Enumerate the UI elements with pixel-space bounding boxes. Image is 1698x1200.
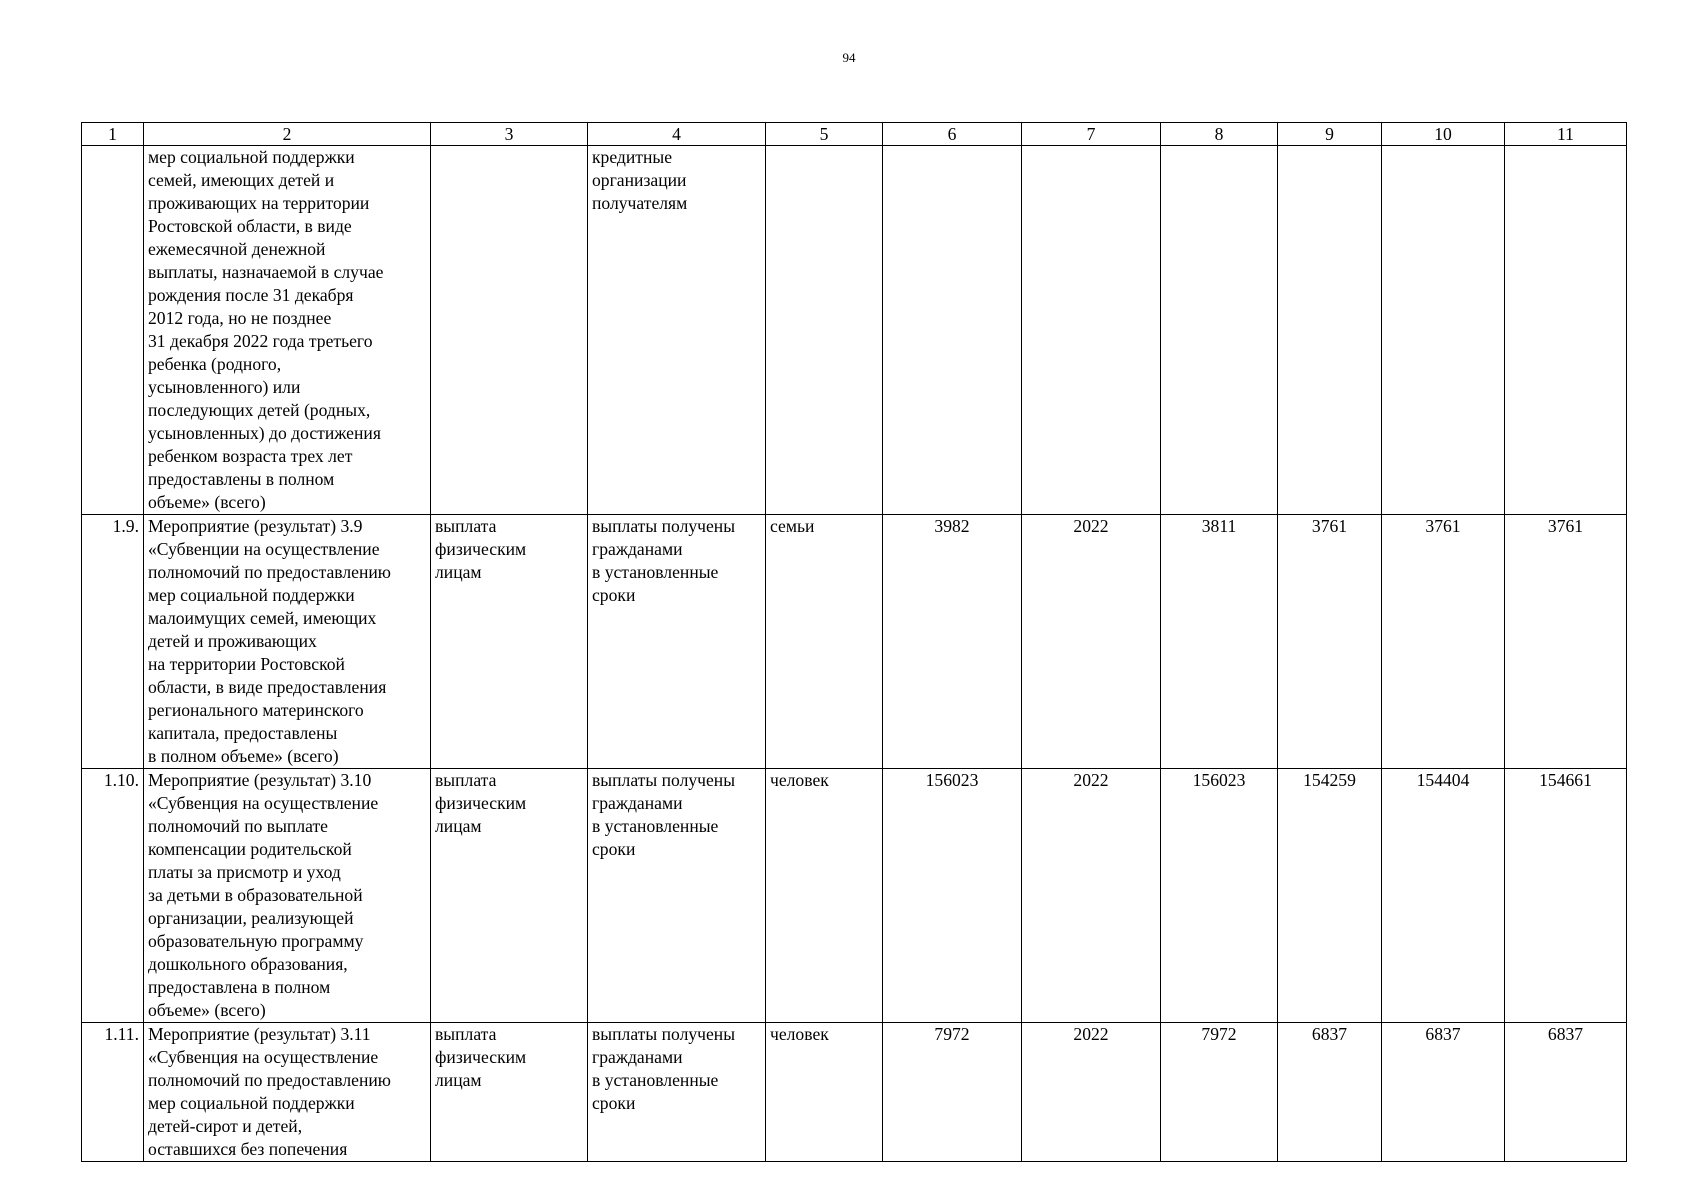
event-description: Мероприятие (результат) 3.10 «Субвенция на осуществление полномочий по выплате компенсации родительской платы за присмотр и уход за детьми в образовательной организации, реализующей образовательную программу дошкольного образования, предоставлена в полном объеме» (всего) (144, 769, 431, 1023)
unit: семьи (766, 515, 883, 769)
column-header: 7 (1022, 123, 1161, 146)
value-col6 (883, 146, 1022, 515)
value-col11: 6837 (1505, 1023, 1627, 1162)
event-type: выплата физическим лицам (431, 515, 588, 769)
value-col11: 3761 (1505, 515, 1627, 769)
column-header: 5 (766, 123, 883, 146)
indicators-table (81, 122, 1627, 1162)
value-col9: 6837 (1278, 1023, 1382, 1162)
table-row (82, 146, 1627, 515)
table-row (82, 515, 1627, 769)
page-number: 94 (842, 50, 856, 65)
value-col6: 156023 (883, 769, 1022, 1023)
event-type: выплата физическим лицам (431, 769, 588, 1023)
value-col11 (1505, 146, 1627, 515)
value-col7 (1022, 146, 1161, 515)
column-header: 6 (883, 123, 1022, 146)
value-col7: 2022 (1022, 1023, 1161, 1162)
value-col7: 2022 (1022, 769, 1161, 1023)
value-col7: 2022 (1022, 515, 1161, 769)
value-col11: 154661 (1505, 769, 1627, 1023)
value-col8: 7972 (1161, 1023, 1278, 1162)
value-col6: 3982 (883, 515, 1022, 769)
column-header: 11 (1505, 123, 1627, 146)
column-header: 8 (1161, 123, 1278, 146)
column-number-row (82, 123, 1627, 146)
unit: человек (766, 1023, 883, 1162)
row-number: 1.10. (82, 769, 144, 1023)
value-col9: 154259 (1278, 769, 1382, 1023)
column-header: 10 (1382, 123, 1505, 146)
value-col10: 6837 (1382, 1023, 1505, 1162)
event-type: выплата физическим лицам (431, 1023, 588, 1162)
value-col8: 3811 (1161, 515, 1278, 769)
value-col10: 3761 (1382, 515, 1505, 769)
event-result: кредитные организации получателям (588, 146, 766, 515)
column-header: 1 (82, 123, 144, 146)
value-col6: 7972 (883, 1023, 1022, 1162)
table-row (82, 769, 1627, 1023)
event-result: выплаты получены гражданами в установленные сроки (588, 515, 766, 769)
row-number: 1.9. (82, 515, 144, 769)
value-col8 (1161, 146, 1278, 515)
event-result: выплаты получены гражданами в установленные сроки (588, 1023, 766, 1162)
event-description: Мероприятие (результат) 3.11 «Субвенция на осуществление полномочий по предоставлению мер социальной поддержки детей-сирот и детей, оставшихся без попечения (144, 1023, 431, 1162)
column-header: 9 (1278, 123, 1382, 146)
unit: человек (766, 769, 883, 1023)
event-description: Мероприятие (результат) 3.9 «Субвенции на осуществление полномочий по предоставлению мер социальной поддержки малоимущих семей, имеющих детей и проживающих на территории Ростовской области, в виде предоставления регионального материнского капитала, предоставлены в полном объеме» (всего) (144, 515, 431, 769)
value-col10: 154404 (1382, 769, 1505, 1023)
value-col8: 156023 (1161, 769, 1278, 1023)
event-description: мер социальной поддержки семей, имеющих детей и проживающих на территории Ростовской области, в виде ежемесячной денежной выплаты, назначаемой в случае рождения после 31 декабря 2012 года, но не позднее 31 декабря 2022 года третьего ребенка (родного, усыновленного) или последующих детей (родных, усыновленных) до достижения ребенком возраста трех лет предоставлены в полном объеме» (всего) (144, 146, 431, 515)
row-number: 1.11. (82, 1023, 144, 1162)
column-header: 4 (588, 123, 766, 146)
row-number (82, 146, 144, 515)
event-type (431, 146, 588, 515)
unit (766, 146, 883, 515)
column-header: 3 (431, 123, 588, 146)
value-col10 (1382, 146, 1505, 515)
event-result: выплаты получены гражданами в установленные сроки (588, 769, 766, 1023)
table-row (82, 1023, 1627, 1162)
column-header: 2 (144, 123, 431, 146)
value-col9 (1278, 146, 1382, 515)
value-col9: 3761 (1278, 515, 1382, 769)
